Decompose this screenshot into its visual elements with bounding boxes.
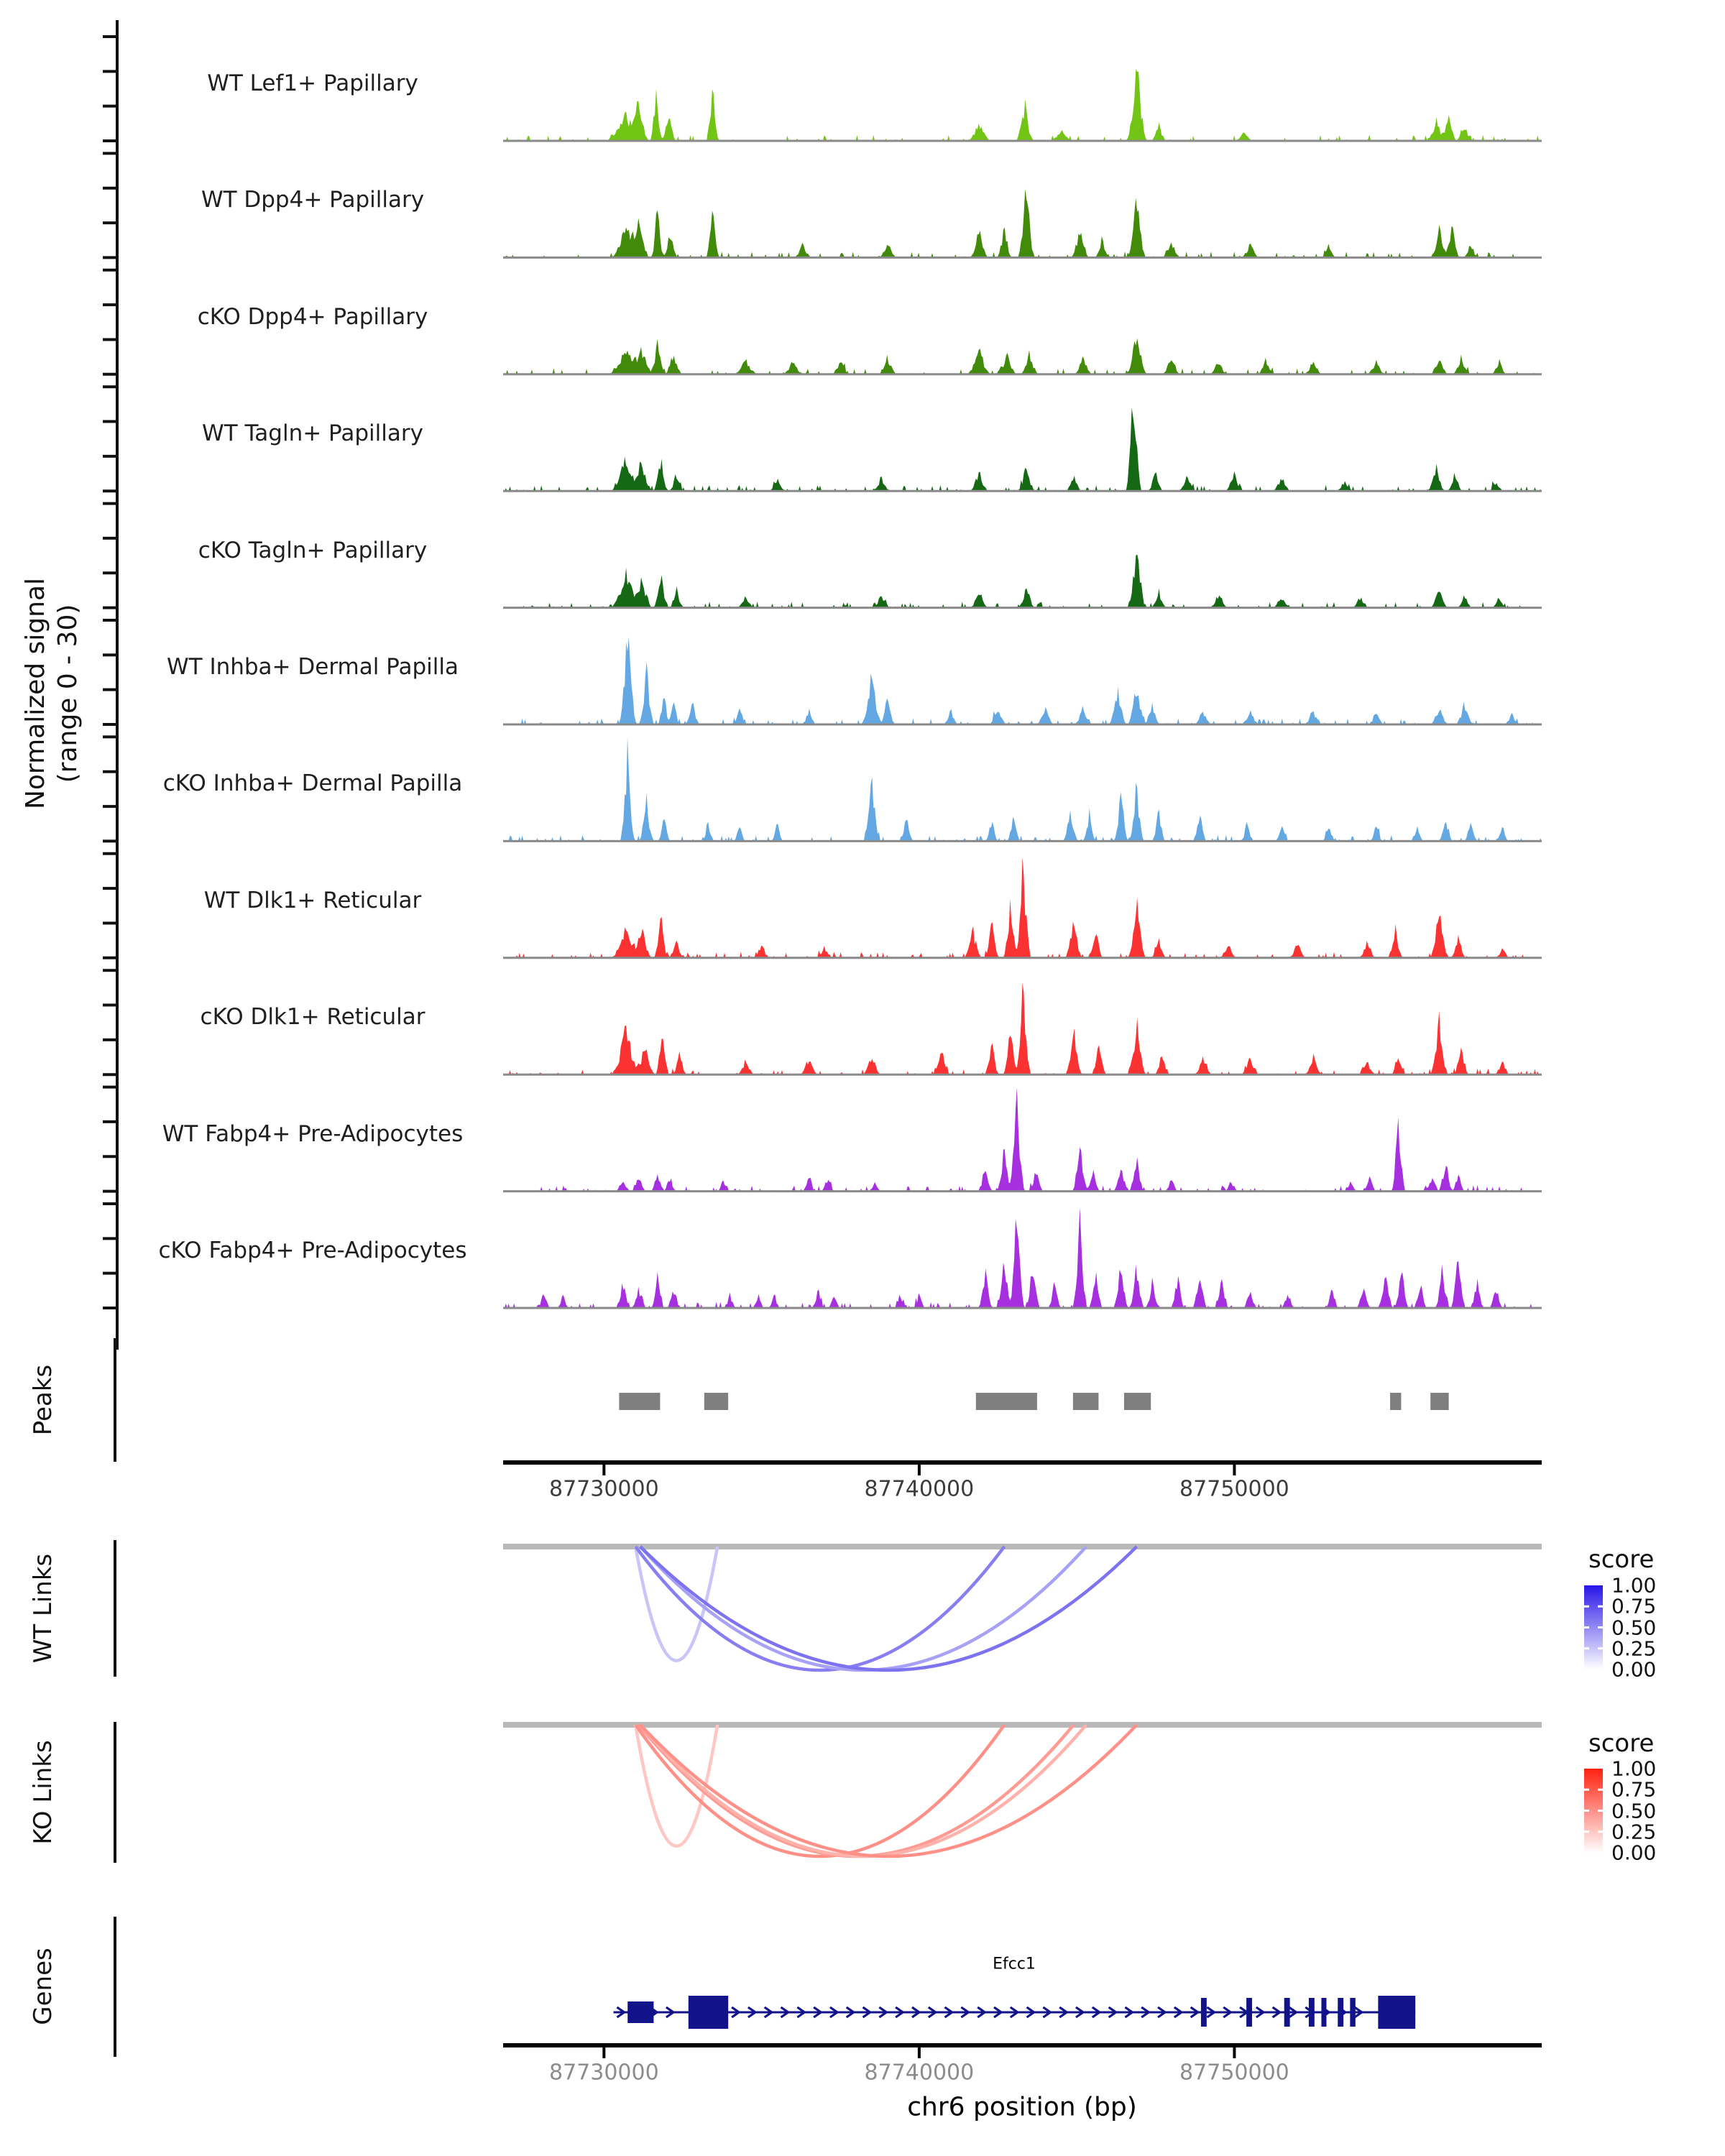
bottom-axis-tick-label: 87750000 bbox=[1179, 2060, 1289, 2086]
y-axis-title-line1: Normalized signal bbox=[21, 577, 50, 810]
coverage-track-area bbox=[503, 857, 1542, 958]
legend-tick-label: 1.00 bbox=[1611, 1573, 1657, 1598]
exon-box bbox=[1201, 1998, 1207, 2027]
x-axis-title: chr6 position (bp) bbox=[907, 2092, 1137, 2122]
link-arc bbox=[640, 1725, 1087, 1856]
legend-tick-label: 0.00 bbox=[1611, 1841, 1657, 1865]
top-axis-tick-label: 87740000 bbox=[864, 1476, 975, 1502]
wt-links-legend-title: score bbox=[1588, 1545, 1655, 1574]
coverage-track-area bbox=[503, 189, 1542, 258]
coverage-track-area bbox=[503, 1207, 1542, 1308]
peak-interval bbox=[1124, 1393, 1151, 1410]
peak-interval bbox=[704, 1393, 728, 1410]
section-label-genes: Genes bbox=[29, 1948, 58, 2025]
track-label: WT Dlk1+ Reticular bbox=[203, 887, 422, 913]
peak-interval bbox=[1430, 1393, 1448, 1410]
section-label-wt-links: WT Links bbox=[29, 1553, 58, 1664]
legend-tick-label: 0.50 bbox=[1611, 1799, 1657, 1823]
exon-box bbox=[689, 1996, 728, 2029]
coverage-track-area bbox=[503, 338, 1542, 374]
coverage-track-area bbox=[503, 983, 1542, 1075]
track-label: cKO Inhba+ Dermal Papilla bbox=[162, 770, 463, 797]
y-axis-title-line2: (range 0 - 30) bbox=[53, 604, 83, 783]
legend-tick-label: 0.50 bbox=[1611, 1616, 1657, 1639]
legend-tick-label: 0.25 bbox=[1611, 1820, 1657, 1844]
coverage-track-area bbox=[503, 555, 1542, 608]
coverage-track-area bbox=[503, 737, 1542, 841]
track-label: WT Dpp4+ Papillary bbox=[201, 187, 425, 213]
track-label: WT Fabp4+ Pre-Adipocytes bbox=[162, 1120, 464, 1147]
track-label: WT Inhba+ Dermal Papilla bbox=[167, 654, 459, 680]
top-axis-tick-label: 87730000 bbox=[548, 1476, 659, 1502]
track-label: cKO Dpp4+ Papillary bbox=[197, 303, 428, 330]
peak-interval bbox=[1073, 1393, 1099, 1410]
peak-interval bbox=[619, 1393, 660, 1410]
peak-interval bbox=[1390, 1393, 1401, 1410]
gene-name-label: Efcc1 bbox=[993, 1955, 1036, 1973]
y-axis-title bbox=[19, 578, 84, 809]
exon-box bbox=[627, 2001, 653, 2023]
top-axis-tick-label: 87750000 bbox=[1179, 1476, 1289, 1502]
link-arc bbox=[640, 1547, 1087, 1670]
exon-box bbox=[1321, 1998, 1326, 2027]
legend-tick-label: 0.75 bbox=[1611, 1594, 1657, 1618]
coverage-track-area bbox=[503, 69, 1542, 141]
ko-links-legend-title: score bbox=[1588, 1729, 1655, 1758]
track-label: WT Lef1+ Papillary bbox=[207, 70, 418, 96]
exon-box bbox=[1246, 1998, 1252, 2027]
legend-tick-label: 1.00 bbox=[1611, 1756, 1657, 1781]
legend-tick-label: 0.75 bbox=[1611, 1777, 1657, 1802]
exon-box bbox=[1284, 1998, 1290, 2027]
bottom-axis-tick-label: 87740000 bbox=[864, 2060, 975, 2086]
peak-interval bbox=[976, 1393, 1037, 1410]
legend-tick-label: 0.25 bbox=[1611, 1636, 1657, 1661]
track-label: WT Tagln+ Papillary bbox=[202, 420, 423, 447]
track-label: cKO Dlk1+ Reticular bbox=[200, 1004, 426, 1031]
section-label-ko-links: KO Links bbox=[29, 1740, 58, 1845]
track-label: cKO Tagln+ Papillary bbox=[198, 537, 428, 563]
bottom-axis-tick-label: 87730000 bbox=[548, 2060, 659, 2086]
exon-box bbox=[1338, 1998, 1343, 2027]
exon-box bbox=[1309, 1998, 1315, 2027]
coverage-track-area bbox=[503, 407, 1542, 491]
exon-box bbox=[1350, 1998, 1355, 2027]
coverage-track-area bbox=[503, 1087, 1542, 1192]
exon-box bbox=[1378, 1996, 1415, 2029]
coverage-track-area bbox=[503, 637, 1542, 724]
section-label-peaks: Peaks bbox=[29, 1364, 58, 1436]
track-label: cKO Fabp4+ Pre-Adipocytes bbox=[158, 1238, 467, 1263]
legend-tick-label: 0.00 bbox=[1611, 1657, 1657, 1682]
